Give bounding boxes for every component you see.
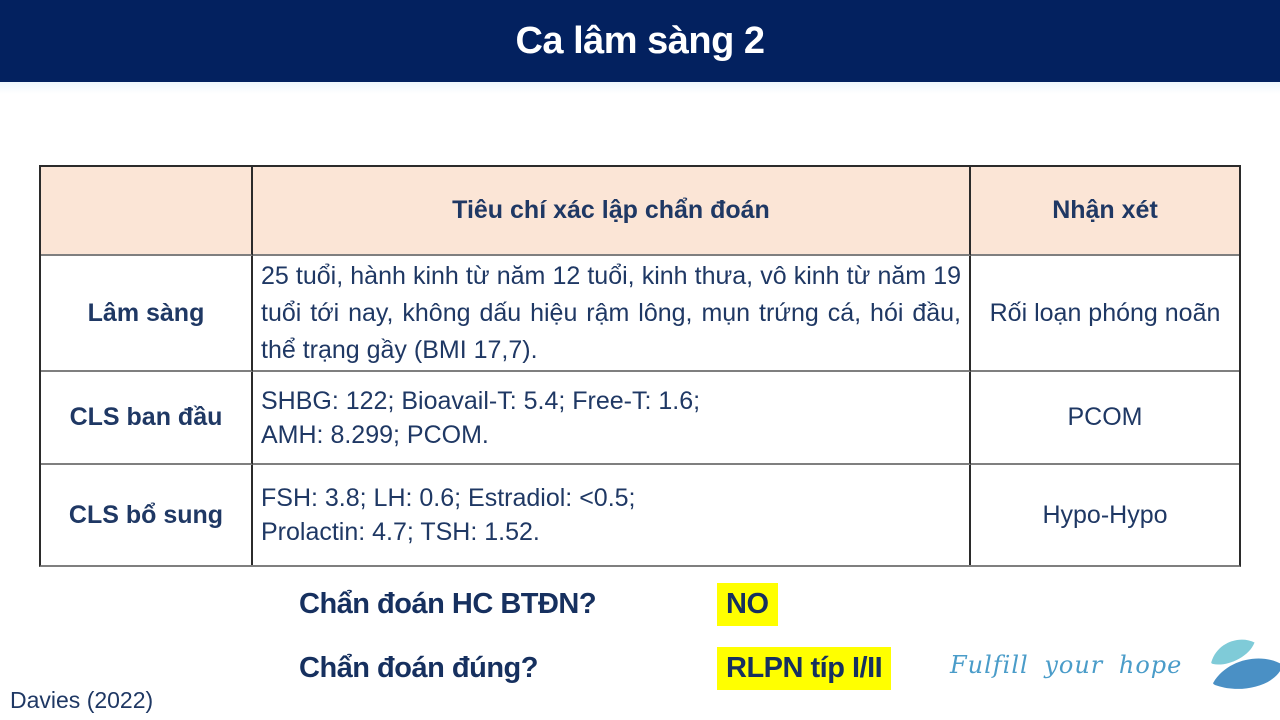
answer-correct-diagnosis: RLPN típ I/II: [717, 647, 891, 690]
criteria-line: SHBG: 122; Bioavail-T: 5.4; Free-T: 1.6;: [261, 386, 701, 415]
slide-title: Ca lâm sàng 2: [515, 19, 765, 62]
row-label-lam-sang: Lâm sàng: [41, 256, 253, 372]
logo-tagline: Fulfill your hope: [950, 651, 1183, 679]
logo: [950, 630, 1210, 700]
question-correct-diagnosis: Chẩn đoán đúng?: [299, 652, 538, 684]
table-header-criteria: Tiêu chí xác lập chẩn đoán: [253, 167, 971, 256]
row-criteria-cls-ban-dau: [253, 372, 971, 465]
question-pcos-diagnosis: Chẩn đoán HC BTĐN?: [299, 588, 597, 620]
criteria-text: 25 tuổi, hành kinh từ năm 12 tuổi, kinh thưa, vô kinh từ năm 19 tuổi tới nay, không dấu hiệu rậm lông, mụn trứng cá, hói đầu, thể trạng gầy (BMI 17,7).: [261, 261, 961, 364]
table-header-empty: [41, 167, 253, 256]
answer-pcos-diagnosis: NO: [717, 583, 778, 626]
row-comment-cls-ban-dau: PCOM: [971, 372, 1239, 465]
table-header-comment: Nhận xét: [971, 167, 1239, 256]
citation: Davies (2022): [10, 687, 154, 713]
row-criteria-cls-bo-sung: [253, 465, 971, 565]
slide-title-bar: [0, 0, 1280, 82]
row-comment-lam-sang: Rối loạn phóng noãn: [971, 256, 1239, 372]
row-label-cls-bo-sung: CLS bổ sung: [41, 465, 253, 565]
criteria-line: FSH: 3.8; LH: 0.6; Estradiol: <0.5;: [261, 484, 636, 512]
title-bar-shadow: [0, 82, 1280, 94]
row-label-cls-ban-dau: CLS ban đầu: [41, 372, 253, 465]
diagnosis-table: [39, 165, 1241, 567]
criteria-line: Prolactin: 4.7; TSH: 1.52.: [261, 518, 540, 546]
row-comment-cls-bo-sung: Hypo-Hypo: [1042, 500, 1168, 529]
leaves-icon: [1192, 634, 1280, 696]
criteria-line: AMH: 8.299; PCOM.: [261, 420, 489, 449]
row-criteria-lam-sang: [253, 256, 971, 372]
